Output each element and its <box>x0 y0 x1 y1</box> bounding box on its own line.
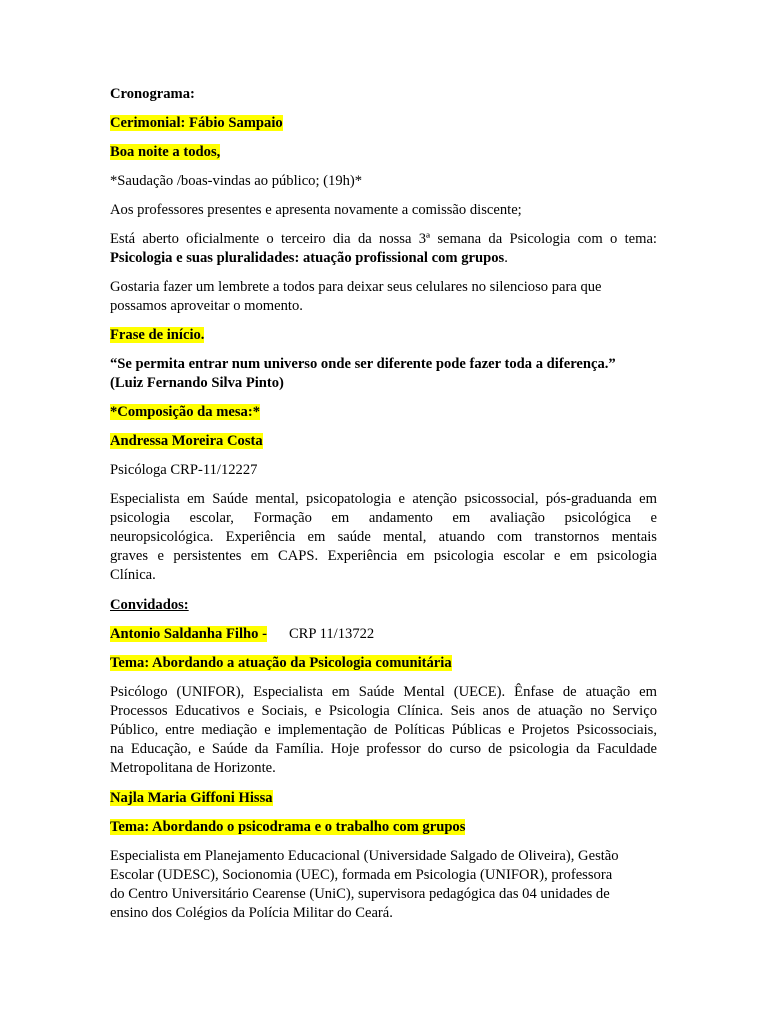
mesa-name-line <box>110 432 657 451</box>
guest2-tema-highlight: Tema: Abordando o psicodrama e o trabalho com grupos <box>110 819 466 835</box>
guest2-bio-line: Especialista em Planejamento Educacional (Universidade Salgado de Oliveira), Gestão <box>110 848 619 864</box>
guest1-tema-line <box>110 654 657 673</box>
mesa-name-highlight: Andressa Moreira Costa <box>110 433 263 449</box>
frase-line <box>110 326 657 345</box>
quote-author: (Luiz Fernando Silva Pinto) <box>110 375 284 391</box>
guest1-bio-line: Processos Educativos e Sociais, e Psicologia Clínica. Seis anos de atuação no Serviço <box>110 703 657 719</box>
guest1-bio-line: Psicólogo (UNIFOR), Especialista em Saúde Mental (UECE). Ênfase de atuação em <box>110 684 657 700</box>
mesa-bio-line: Especialista em Saúde mental, psicopatologia e atenção psicossocial, pós-graduanda em <box>110 491 657 507</box>
lembrete-line-1: Gostaria fazer um lembrete a todos para deixar seus celulares no silencioso para que <box>110 279 602 295</box>
composicao-line <box>110 403 657 422</box>
guest1-header <box>110 625 657 644</box>
mesa-bio-line: Clínica. <box>110 567 156 583</box>
cerimonial-highlight: Cerimonial: Fábio Sampaio <box>110 115 283 131</box>
guest1-bio-line: Metropolitana de Horizonte. <box>110 760 276 776</box>
composicao-highlight: *Composição da mesa:* <box>110 404 260 420</box>
theme-period: . <box>504 250 508 266</box>
mesa-bio-line: psicologia escolar, Formação em andamento em avaliação psicológica e <box>110 510 657 526</box>
abertura-line-2 <box>110 249 657 268</box>
saudacao-text: *Saudação /boas-vindas ao público; (19h)* <box>110 173 363 189</box>
guest1-name-highlight: Antonio Saldanha Filho - <box>110 626 267 642</box>
guest1-bio-line: Público, entre mediação e implementação de Políticas Públicas e Projetos Psicossociais, <box>110 722 657 738</box>
guest2-name-line <box>110 789 657 808</box>
lembrete-line-2: possamos aproveitar o momento. <box>110 298 303 314</box>
guest1-tema-highlight: Tema: Abordando a atuação da Psicologia comunitária <box>110 655 452 671</box>
greeting-line <box>110 143 657 162</box>
guest2-tema-line <box>110 818 657 837</box>
guest1-bio-line: na Educação, e Saúde da Família. Hoje professor do curso de psicologia da Faculdade <box>110 741 657 757</box>
cronograma-heading: Cronograma: <box>110 86 195 102</box>
cerimonial-line <box>110 114 657 133</box>
guest2-bio-line: Escolar (UDESC), Socionomia (UEC), formada em Psicologia (UNIFOR), professora <box>110 867 613 883</box>
event-theme: Psicologia e suas pluralidades: atuação profissional com grupos <box>110 250 505 266</box>
mesa-bio-line: neuropsicológica. Experiência em saúde mental, atuando com transtornos mentais <box>110 529 657 545</box>
mesa-bio-line: graves e persistentes em CAPS. Experiência em psicologia escolar e em psicologia <box>110 548 657 564</box>
guest2-bio-line: ensino dos Colégios da Polícia Militar do Ceará. <box>110 905 393 921</box>
greeting-highlight: Boa noite a todos, <box>110 144 221 160</box>
guest1-crp: CRP 11/13722 <box>288 626 375 642</box>
quote-line-1: “Se permita entrar num universo onde ser diferente pode fazer toda a diferença.” <box>110 356 616 372</box>
frase-highlight: Frase de início. <box>110 327 205 343</box>
mesa-crp: Psicóloga CRP-11/12227 <box>110 462 258 478</box>
abertura-line-1: Está aberto oficialmente o terceiro dia da nossa 3ª semana da Psicologia com o tema: <box>110 231 657 247</box>
convidados-heading: Convidados: <box>110 597 189 613</box>
guest2-name-highlight: Najla Maria Giffoni Hissa <box>110 790 273 806</box>
professores-text: Aos professores presentes e apresenta novamente a comissão discente; <box>110 202 522 218</box>
guest2-bio-line: do Centro Universitário Cearense (UniC), supervisora pedagógica das 04 unidades de <box>110 886 610 902</box>
